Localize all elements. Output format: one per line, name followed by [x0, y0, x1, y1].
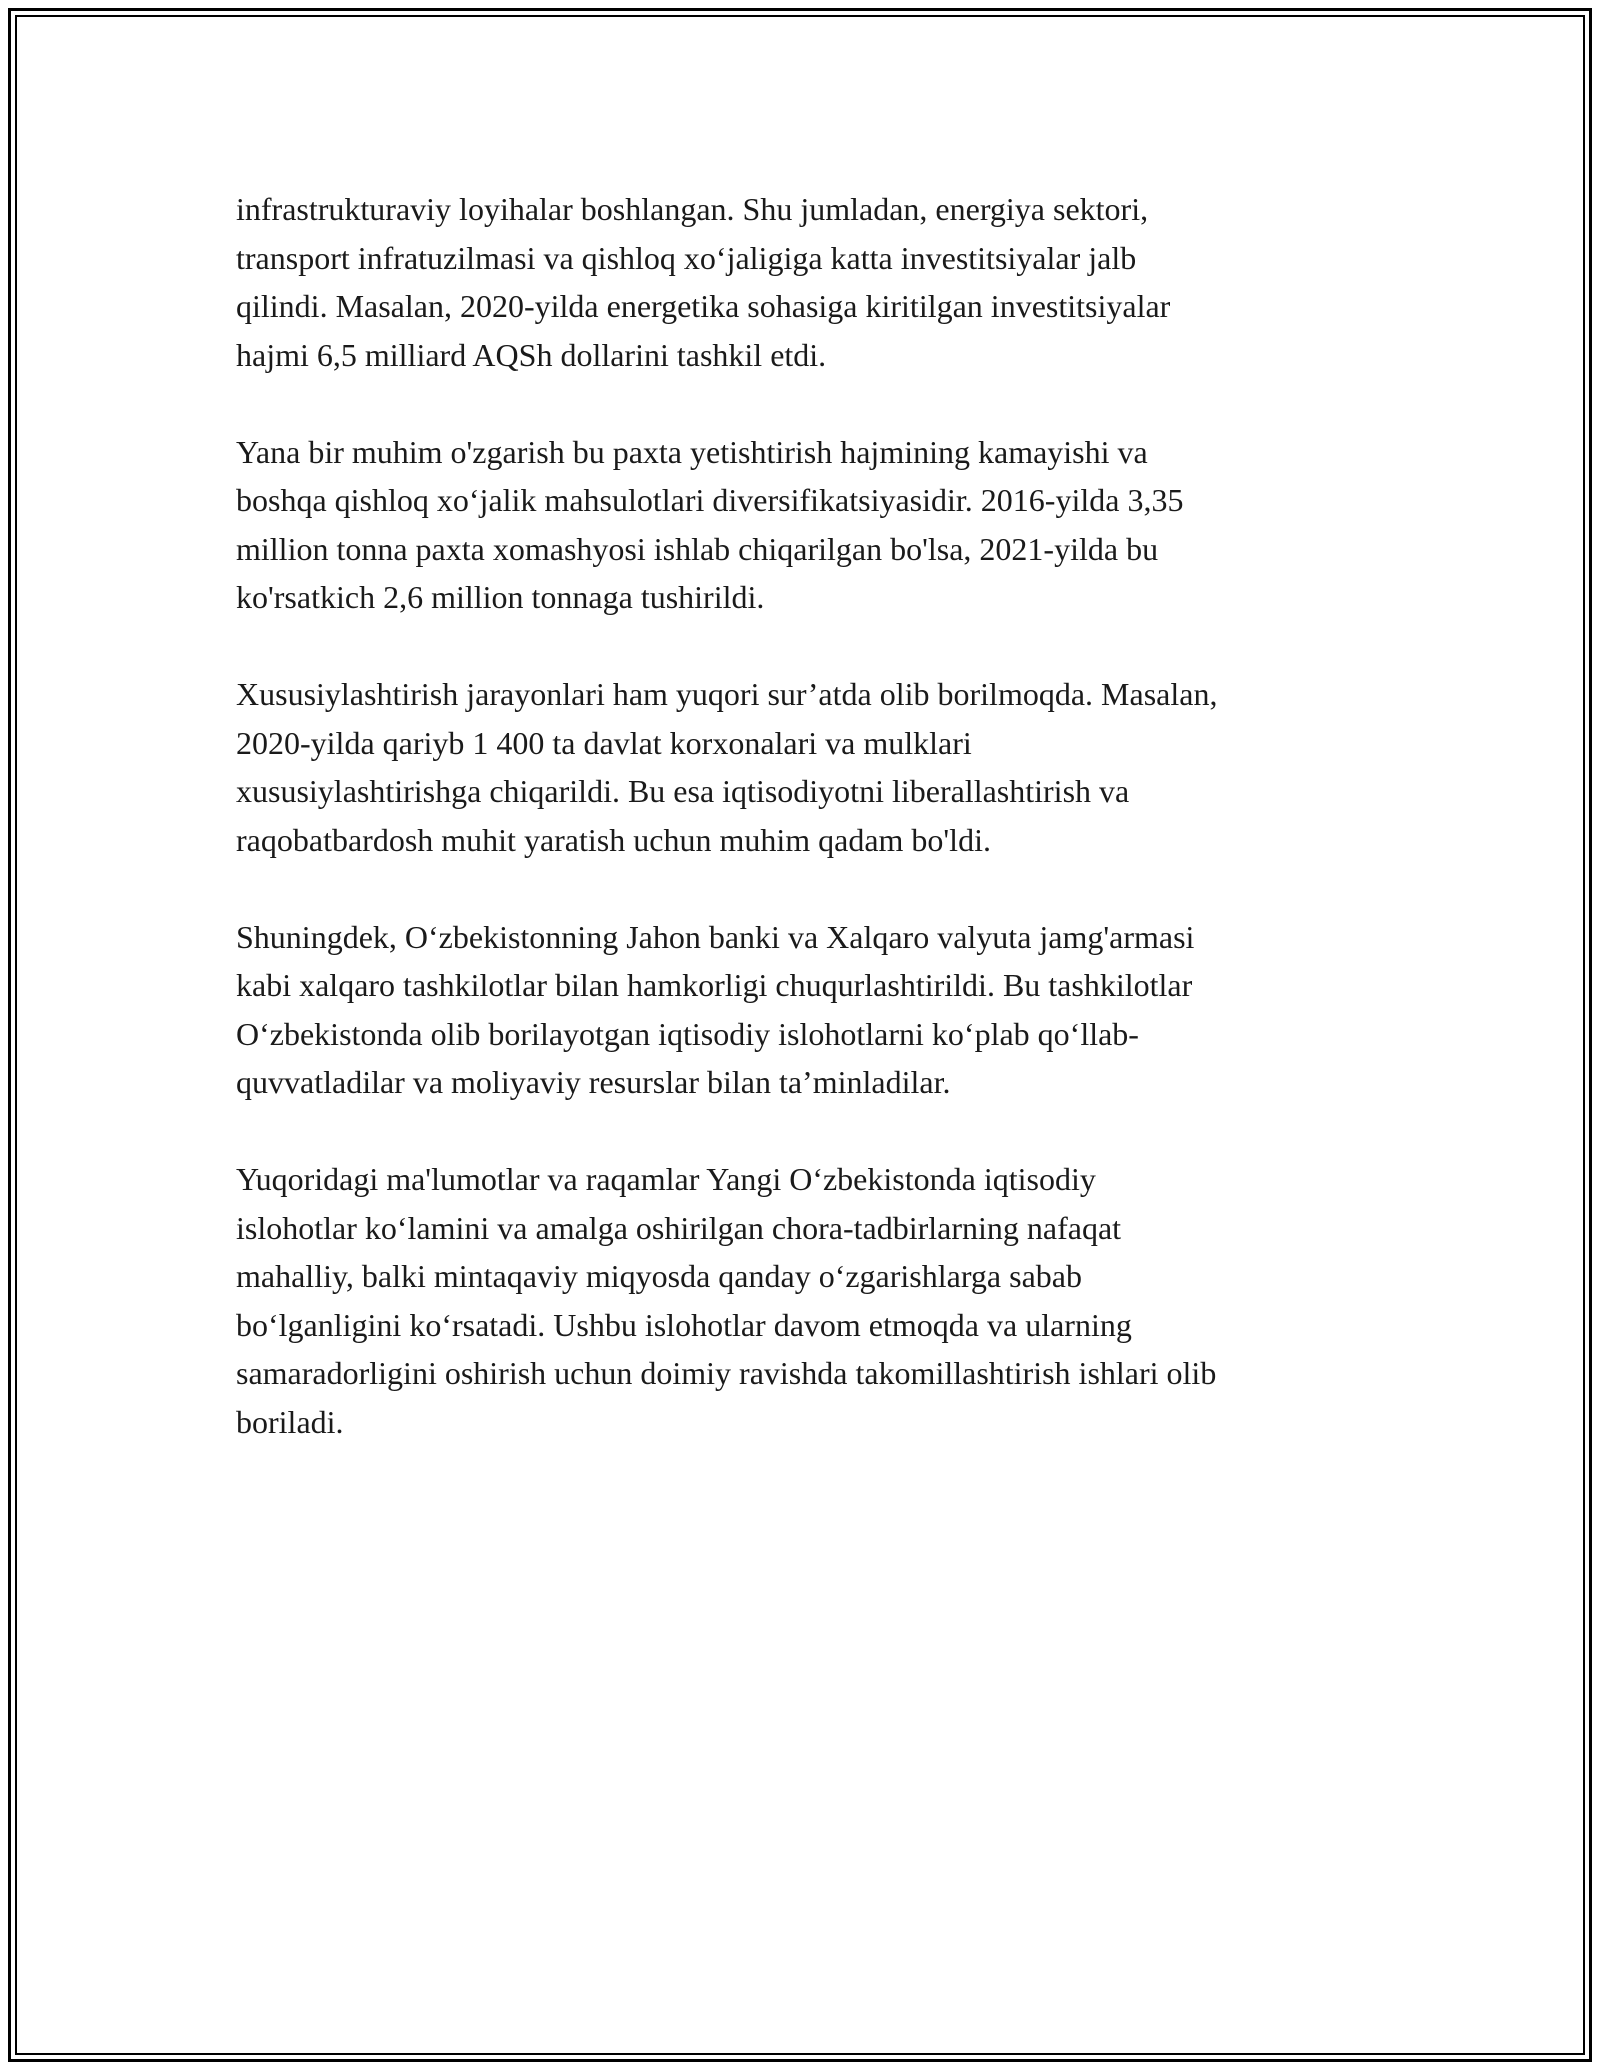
paragraph-privatization: Xususiylashtirish jarayonlari ham yuqori sur’atda olib borilmoqda. Masalan, 2020-yilda qariyb 1 400 ta davlat korxonalari va mulklari xususiylashtirishga chiqarildi. Bu esa iqtisodiyotni liberallashtirish va raqobatbardosh muhit yaratish uchun muhim qadam bo'ldi.	[236, 676, 1218, 858]
paragraph-infrastructure: infrastrukturaviy loyihalar boshlangan. Shu jumladan, energiya sektori, transport infratuzilmasi va qishloq xoʻjaligiga katta investitsiyalar jalb qilindi. Masalan, 2020-yilda energetika sohasiga kiritilgan investitsiyalar hajmi 6,5 milliard AQSh dollarini tashkil etdi.	[236, 191, 1171, 373]
paragraph-international-cooperation: Shuningdek, Oʻzbekistonning Jahon banki va Xalqaro valyuta jamg'armasi kabi xalqaro tashkilotlar bilan hamkorligi chuqurlashtirildi. Bu tashkilotlar Oʻzbekistonda olib borilayotgan iqtisodiy islohotlarni koʻplab qoʻllab- quvvatladilar va moliyaviy resurslar bilan ta’minladilar.	[236, 918, 1195, 1100]
paragraph-cotton-production: Yana bir muhim o'zgarish bu paxta yetishtirish hajmining kamayishi va boshqa qishloq xoʻjalik mahsulotlari diversifikatsiyasidir. 2016-yilda 3,35 million tonna paxta xomashyosi ishlab chiqarilgan bo'lsa, 2021-yilda bu ko'rsatkich 2,6 million tonnaga tushirildi.	[236, 433, 1184, 615]
document-body	[236, 185, 1366, 1495]
paragraph-conclusion: Yuqoridagi ma'lumotlar va raqamlar Yangi Oʻzbekistonda iqtisodiy islohotlar koʻlamini va amalga oshirilgan chora-tadbirlarning nafaqat mahalliy, balki mintaqaviy miqyosda qanday oʻzgarishlarga sabab boʻlganligini koʻrsatadi. Ushbu islohotlar davom etmoqda va ularning samaradorligini oshirish uchun doimiy ravishda takomillashtirish ishlari olib boriladi.	[236, 1161, 1217, 1440]
